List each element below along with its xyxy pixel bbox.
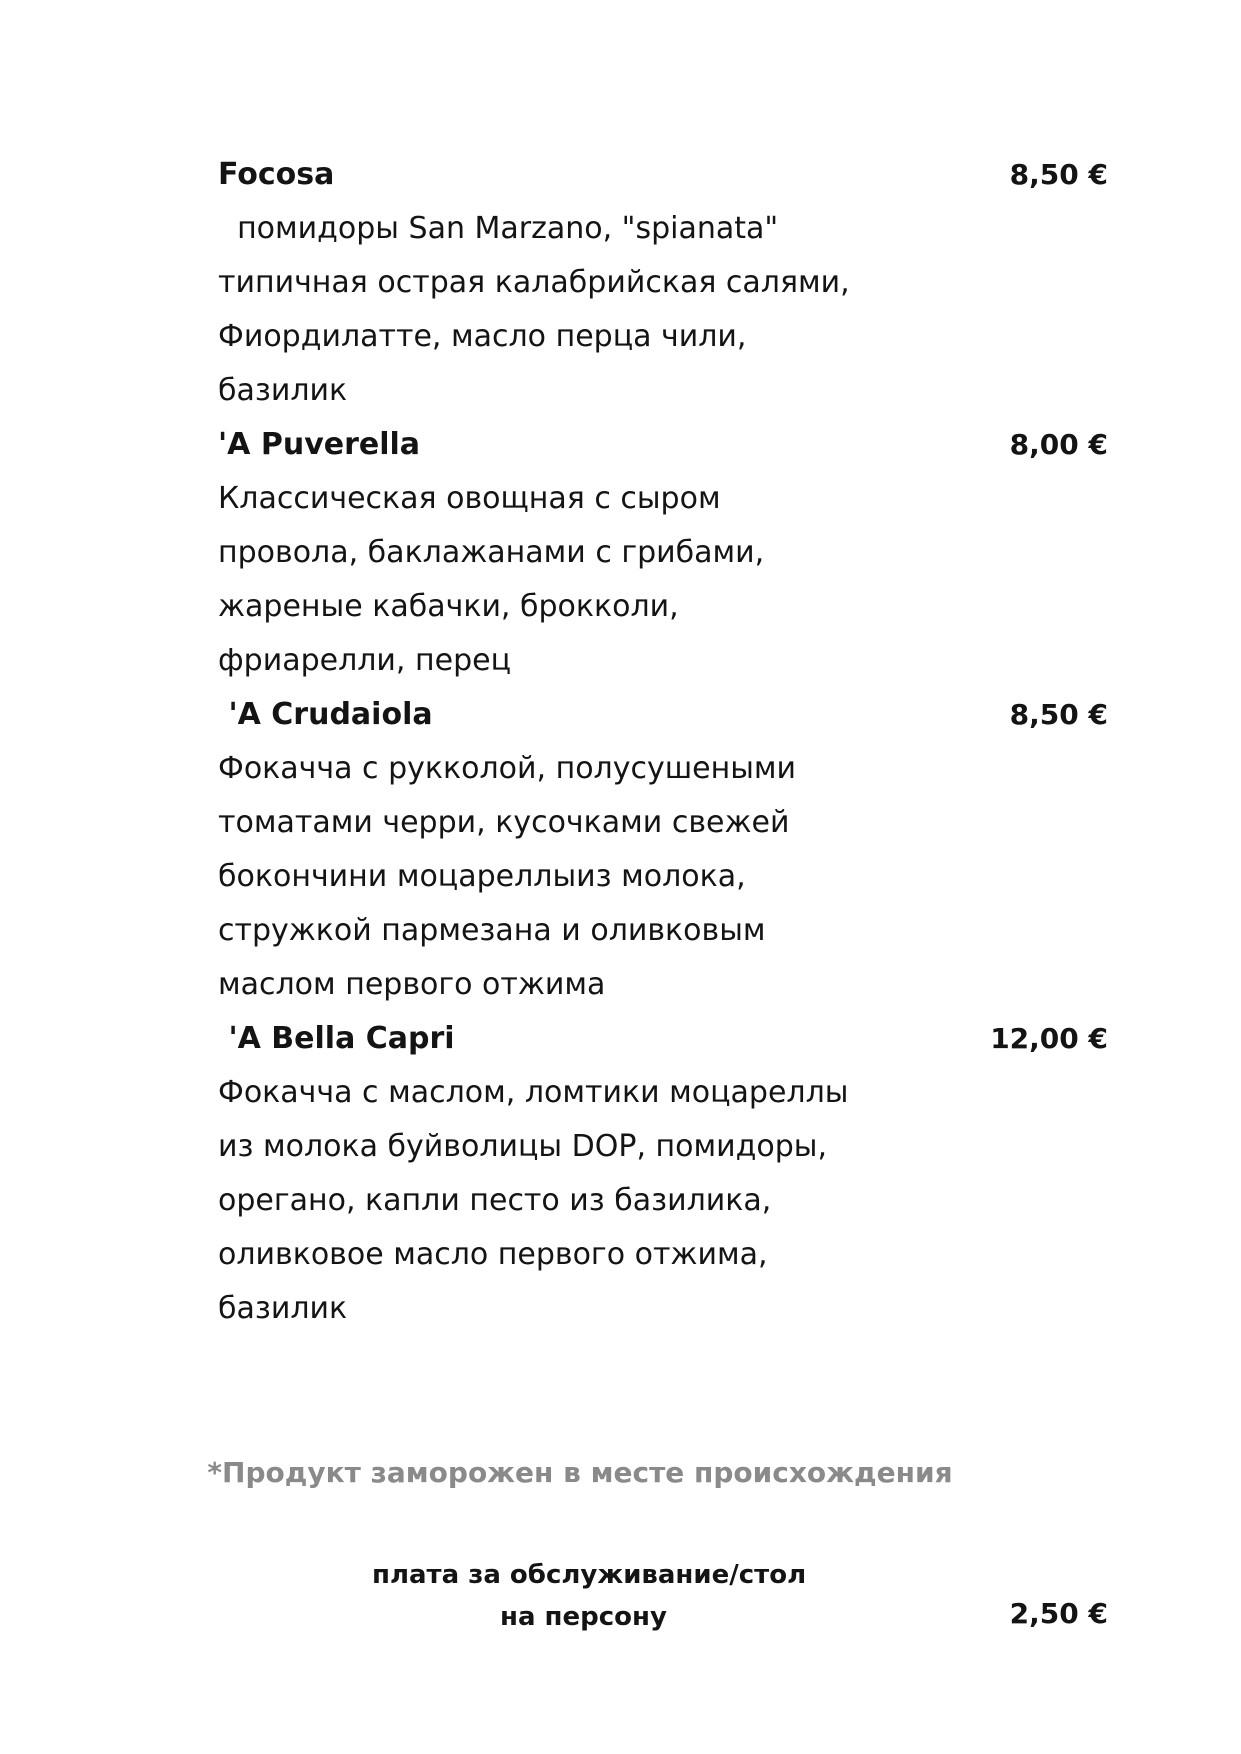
item-description-line: помидоры San Marzano, "spianata"	[218, 211, 779, 246]
item-description-line: Фиордилатте, масло перца чили,	[218, 319, 747, 354]
menu-item-crudaiola	[218, 688, 1118, 1012]
item-description-line: Фокачча с рукколой, полусушеными	[218, 751, 797, 786]
item-description-line: Фокачча с маслом, ломтики моцареллы	[218, 1075, 849, 1110]
item-description-line: провола, баклажанами с грибами,	[218, 535, 765, 570]
item-price: 8,50 €	[1009, 158, 1108, 191]
item-price: 12,00 €	[990, 1022, 1108, 1055]
item-name: 'A Bella Capri	[218, 1021, 455, 1056]
item-name: 'A Crudaiola	[218, 697, 433, 732]
frozen-product-note: *Продукт заморожен в месте происхождения	[207, 1456, 953, 1489]
item-description-line: томатами черри, кусочками свежей	[218, 805, 790, 840]
item-price: 8,00 €	[1009, 428, 1108, 461]
item-description-line: жареные кабачки, брокколи,	[218, 589, 679, 624]
item-description-line: фриарелли, перец	[218, 643, 511, 678]
item-price: 8,50 €	[1009, 698, 1108, 731]
item-description-line: бокончини моцареллыиз молока,	[218, 859, 746, 894]
menu-item-focosa	[218, 148, 1118, 418]
item-description-line: орегано, капли песто из базилика,	[218, 1183, 772, 1218]
item-description-line: типичная острая калабрийская салями,	[218, 265, 850, 300]
service-charge-label: плата за обслуживание/стол	[372, 1560, 807, 1590]
item-name: Focosa	[218, 157, 335, 192]
item-description-line: оливковое масло первого отжима,	[218, 1237, 768, 1272]
menu-item-puverella	[218, 418, 1118, 688]
item-description-line: стружкой пармезана и оливковым	[218, 913, 766, 948]
item-name: 'A Puverella	[218, 427, 421, 462]
item-description-line: базилик	[218, 373, 348, 408]
service-charge-price: 2,50 €	[1009, 1597, 1108, 1630]
item-description-line: базилик	[218, 1291, 348, 1326]
item-description-line: из молока буйволицы DOP, помидоры,	[218, 1129, 827, 1164]
item-description-line: маслом первого отжима	[218, 967, 606, 1002]
item-description-line: Классическая овощная с сыром	[218, 481, 721, 516]
service-charge-per-person: на персону	[500, 1602, 667, 1632]
menu-list	[218, 148, 1118, 1336]
menu-item-bella-capri	[218, 1012, 1118, 1336]
